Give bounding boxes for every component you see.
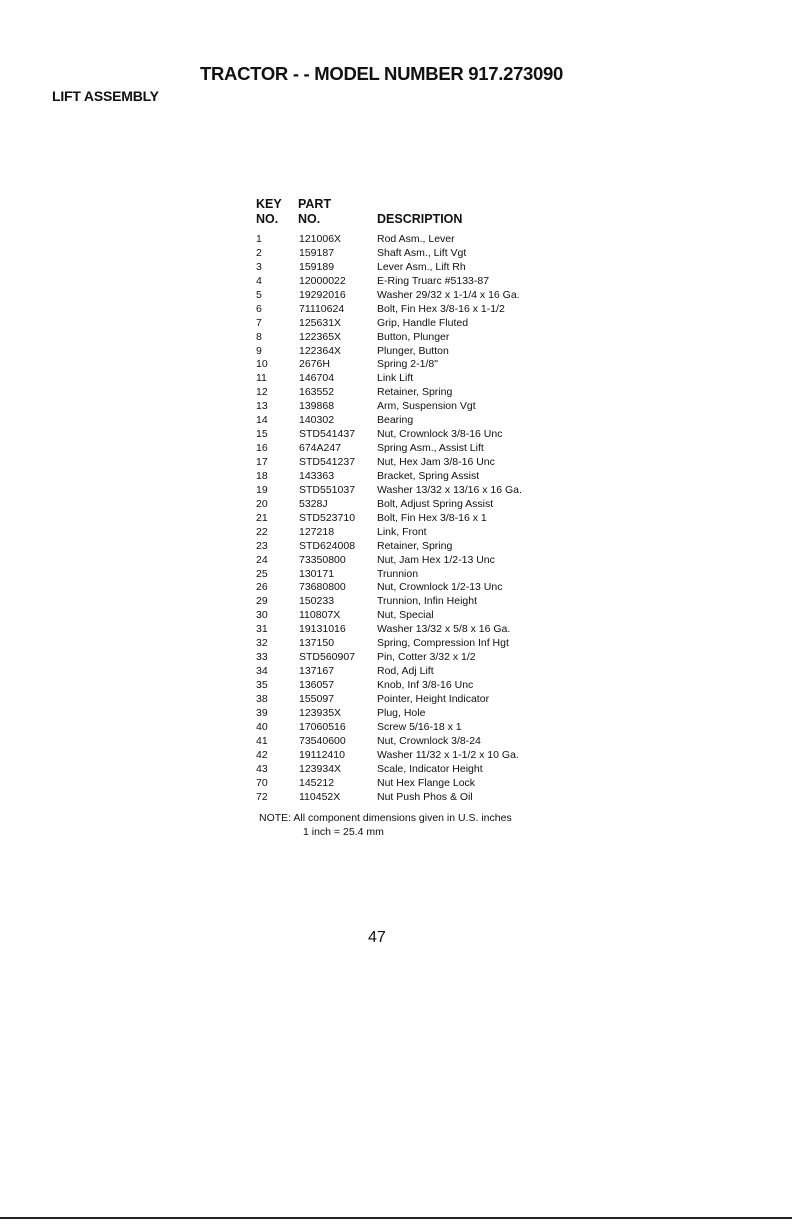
part-no: 122365X xyxy=(299,330,342,343)
part-description: Grip, Handle Fluted xyxy=(377,316,469,329)
part-no: 150233 xyxy=(299,595,335,608)
part-no: 121006X xyxy=(299,233,342,245)
key-no: 9 xyxy=(256,344,262,357)
key-no: 35 xyxy=(256,679,268,691)
part-no: 12000022 xyxy=(299,274,346,287)
part-no: 123934X xyxy=(299,762,342,775)
part-description: Spring, Compression Inf Hgt xyxy=(377,637,509,650)
part-description: Rod, Adj Lift xyxy=(377,665,434,678)
part-no: 19131016 xyxy=(299,623,346,636)
part-description: Bearing xyxy=(377,414,414,427)
part-no: STD551037 xyxy=(299,483,356,496)
part-description: Lever Asm., Lift Rh xyxy=(377,260,466,273)
part-description: Knob, Inf 3/8-16 Unc xyxy=(377,679,474,691)
part-description: Screw 5/16-18 x 1 xyxy=(377,720,462,733)
bottom-rule xyxy=(0,1217,792,1219)
part-no: 127218 xyxy=(299,525,335,538)
part-description: Bolt, Fin Hex 3/8-16 x 1 xyxy=(377,511,487,524)
part-description: E-Ring Truarc #5133-87 xyxy=(377,274,490,287)
part-no: 17060516 xyxy=(299,720,346,733)
part-description: Nut, Crownlock 3/8-16 Unc xyxy=(377,428,503,441)
part-description: Nut, Hex Jam 3/8-16 Unc xyxy=(377,456,495,468)
part-no: 73350800 xyxy=(299,553,346,566)
page-title: TRACTOR - - MODEL NUMBER 917.273090 xyxy=(200,63,564,84)
part-no: 19112410 xyxy=(299,748,345,761)
part-description: Washer 13/32 x 13/16 x 16 Ga. xyxy=(377,483,522,496)
part-no: 110452X xyxy=(299,790,341,803)
part-description: Nut, Special xyxy=(377,609,434,622)
key-no: 26 xyxy=(256,581,268,594)
part-no: 137150 xyxy=(299,637,335,650)
part-description: Pin, Cotter 3/32 x 1/2 xyxy=(377,651,476,664)
part-no: 73680800 xyxy=(299,581,346,594)
part-description: Rod Asm., Lever xyxy=(377,233,455,245)
key-no: 29 xyxy=(256,595,268,608)
key-no: 25 xyxy=(256,567,268,580)
part-no: 130171 xyxy=(299,567,335,580)
part-description: Retainer, Spring xyxy=(377,539,453,552)
part-description: Nut Push Phos & Oil xyxy=(377,790,473,803)
part-description: Nut, Crownlock 3/8-24 xyxy=(377,734,481,747)
part-no: STD541237 xyxy=(299,456,356,468)
part-description: Shaft Asm., Lift Vgt xyxy=(377,246,467,259)
part-description: Nut, Jam Hex 1/2-13 Unc xyxy=(377,553,495,566)
key-no: 19 xyxy=(256,483,268,496)
part-no: 140302 xyxy=(299,414,335,427)
part-description: Link Lift xyxy=(377,372,414,385)
key-no: 7 xyxy=(256,316,262,329)
part-no: 19292016 xyxy=(299,288,346,301)
key-no: 4 xyxy=(256,274,262,287)
key-no: 14 xyxy=(256,414,268,427)
part-no: 136057 xyxy=(299,679,335,691)
key-no: 18 xyxy=(256,469,268,482)
key-no: 72 xyxy=(256,790,268,803)
part-description: Washer 11/32 x 1-1/2 x 10 Ga. xyxy=(377,748,519,761)
part-description: Link, Front xyxy=(377,525,427,538)
part-no: 123935X xyxy=(299,706,342,719)
key-no: 42 xyxy=(256,748,268,761)
part-description: Plug, Hole xyxy=(377,706,426,719)
key-no: 8 xyxy=(256,330,262,343)
key-no: 40 xyxy=(256,720,268,733)
part-description: Nut Hex Flange Lock xyxy=(377,776,476,789)
part-no: STD624008 xyxy=(299,539,356,552)
part-no: 2676H xyxy=(299,358,330,371)
key-no: 1 xyxy=(256,233,262,245)
key-no: 32 xyxy=(256,637,268,650)
key-no: 20 xyxy=(256,497,268,510)
header-part-line2: NO. xyxy=(298,212,321,226)
key-no: 43 xyxy=(256,762,268,775)
part-no: STD523710 xyxy=(299,511,356,524)
key-no: 2 xyxy=(256,246,262,259)
part-description: Pointer, Height Indicator xyxy=(377,692,490,705)
key-no: 11 xyxy=(256,372,267,385)
key-no: 12 xyxy=(256,386,268,399)
key-no: 21 xyxy=(256,511,268,524)
part-description: Scale, Indicator Height xyxy=(377,762,483,775)
part-no: 139868 xyxy=(299,400,335,413)
header-key-line1: KEY xyxy=(256,197,282,211)
part-no: 137167 xyxy=(299,665,335,678)
key-no: 23 xyxy=(256,539,268,552)
key-no: 13 xyxy=(256,400,268,413)
key-no: 33 xyxy=(256,651,268,664)
part-no: 159187 xyxy=(299,246,335,259)
key-no: 6 xyxy=(256,302,262,315)
part-description: Bracket, Spring Assist xyxy=(377,469,480,482)
part-description: Plunger, Button xyxy=(377,344,449,357)
part-no: 143363 xyxy=(299,469,335,482)
part-no: 155097 xyxy=(299,692,335,705)
key-no: 24 xyxy=(256,553,268,566)
key-no: 38 xyxy=(256,692,268,705)
section-heading: LIFT ASSEMBLY xyxy=(52,88,159,104)
header-description: DESCRIPTION xyxy=(377,212,463,226)
part-description: Button, Plunger xyxy=(377,330,450,343)
part-description: Retainer, Spring xyxy=(377,386,453,399)
part-no: 5328J xyxy=(299,497,328,510)
part-description: Bolt, Fin Hex 3/8-16 x 1-1/2 xyxy=(377,302,505,315)
part-no: 122364X xyxy=(299,344,342,357)
key-no: 3 xyxy=(256,260,262,273)
header-part-line1: PART xyxy=(298,197,332,211)
part-description: Washer 13/32 x 5/8 x 16 Ga. xyxy=(377,623,511,636)
key-no: 34 xyxy=(256,665,268,678)
note-line1: NOTE: All component dimensions given in U.S. inches xyxy=(259,812,512,824)
key-no: 70 xyxy=(256,776,268,789)
part-description: Bolt, Adjust Spring Assist xyxy=(377,497,494,510)
key-no: 15 xyxy=(256,428,268,441)
part-description: Trunnion, Infin Height xyxy=(377,595,478,608)
key-no: 31 xyxy=(256,623,268,636)
part-no: 146704 xyxy=(299,372,335,385)
header-key-line2: NO. xyxy=(256,212,279,226)
part-description: Nut, Crownlock 1/2-13 Unc xyxy=(377,581,503,594)
key-no: 5 xyxy=(256,288,262,301)
key-no: 16 xyxy=(256,442,268,455)
part-no: 163552 xyxy=(299,386,335,399)
page-number: 47 xyxy=(368,929,386,946)
key-no: 22 xyxy=(256,525,268,538)
key-no: 30 xyxy=(256,609,268,622)
part-no: 159189 xyxy=(299,260,335,273)
part-description: Spring 2-1/8" xyxy=(377,358,438,371)
part-no: 71110624 xyxy=(299,302,345,315)
key-no: 39 xyxy=(256,706,268,719)
part-description: Trunnion xyxy=(377,567,419,580)
part-no: 145212 xyxy=(299,776,335,789)
part-no: 110807X xyxy=(299,609,341,622)
part-no: 73540600 xyxy=(299,734,346,747)
part-description: Arm, Suspension Vgt xyxy=(377,400,476,413)
key-no: 10 xyxy=(256,358,268,371)
part-no: 674A247 xyxy=(299,442,342,455)
key-no: 41 xyxy=(256,734,268,747)
part-no: STD560907 xyxy=(299,651,356,664)
key-no: 17 xyxy=(256,456,268,468)
part-description: Washer 29/32 x 1-1/4 x 16 Ga. xyxy=(377,288,520,301)
part-no: STD541437 xyxy=(299,428,356,441)
dimension-note xyxy=(259,811,512,839)
part-description: Spring Asm., Assist Lift xyxy=(377,442,484,455)
part-no: 125631X xyxy=(299,316,342,329)
note-line2: 1 inch = 25.4 mm xyxy=(303,826,384,838)
